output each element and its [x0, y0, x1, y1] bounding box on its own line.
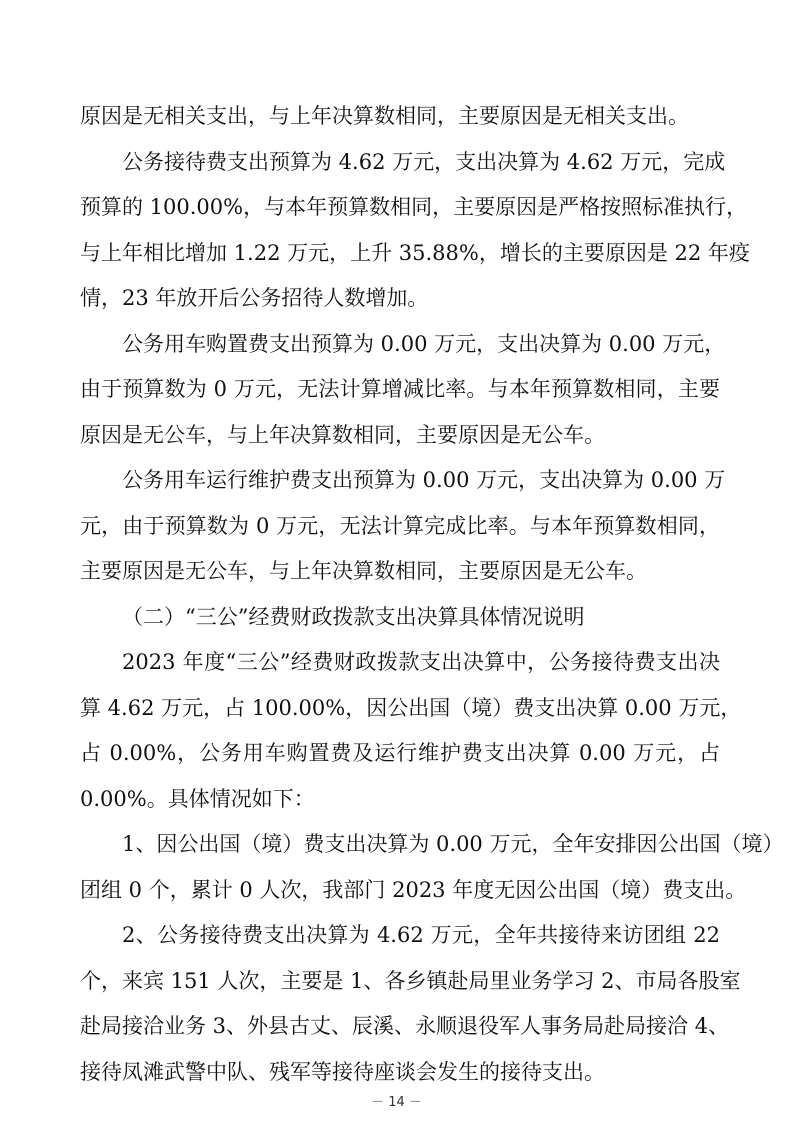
text-line: 预算的 100.00%，与本年预算数相同，主要原因是严格按照标准执行，: [80, 195, 748, 219]
text-line: 公务用车购置费支出预算为 0.00 万元，支出决算为 0.00 万元，: [122, 332, 726, 356]
text-line: 接待凤滩武警中队、残军等接待座谈会发生的接待支出。: [80, 1060, 605, 1084]
text-line: 赴局接洽业务 3、外县古丈、辰溪、永顺退役军人事务局赴局接洽 4、: [80, 1014, 730, 1038]
text-line: 占 0.00%，公务用车购置费及运行维护费支出决算 0.00 万元，占: [80, 741, 720, 765]
section-heading: （二）“三公”经费财政拨款支出决算具体情况说明: [122, 605, 585, 629]
text-line: 元，由于预算数为 0 万元，无法计算完成比率。与本年预算数相同，: [80, 514, 720, 538]
text-line: 与上年相比增加 1.22 万元，上升 35.88%，增长的主要原因是 22 年疫: [80, 241, 750, 265]
text-line: 由于预算数为 0 万元，无法计算增减比率。与本年预算数相同，主要: [80, 377, 720, 401]
page-number: － 14 －: [371, 1095, 422, 1110]
text-line: 2023 年度“三公”经费财政拨款支出决算中，公务接待费支出决: [122, 650, 720, 674]
text-line: 1、因公出国（境）费支出决算为 0.00 万元，全年安排因公出国（境）: [122, 832, 784, 856]
text-line: 原因是无公车，与上年决算数相同，主要原因是无公车。: [80, 423, 605, 447]
text-line: 0.00%。具体情况如下：: [80, 787, 315, 811]
text-line: 主要原因是无公车，与上年决算数相同，主要原因是无公车。: [80, 559, 647, 583]
text-line: 个，来宾 151 人次，主要是 1、各乡镇赴局里业务学习 2、市局各股室: [80, 969, 741, 993]
text-line: 情，23 年放开后公务招待人数增加。: [80, 286, 429, 310]
text-line: 公务接待费支出预算为 4.62 万元，支出决算为 4.62 万元，完成: [122, 150, 726, 174]
text-line: 团组 0 个，累计 0 人次，我部门 2023 年度无因公出国（境）费支出。: [80, 878, 747, 902]
text-line: 原因是无相关支出，与上年决算数相同，主要原因是无相关支出。: [80, 104, 689, 128]
text-line: 公务用车运行维护费支出预算为 0.00 万元，支出决算为 0.00 万: [122, 468, 726, 492]
text-line: 2、公务接待费支出决算为 4.62 万元，全年共接待来访团组 22: [122, 923, 720, 947]
text-line: 算 4.62 万元，占 100.00%，因公出国（境）费支出决算 0.00 万元，: [80, 696, 742, 720]
